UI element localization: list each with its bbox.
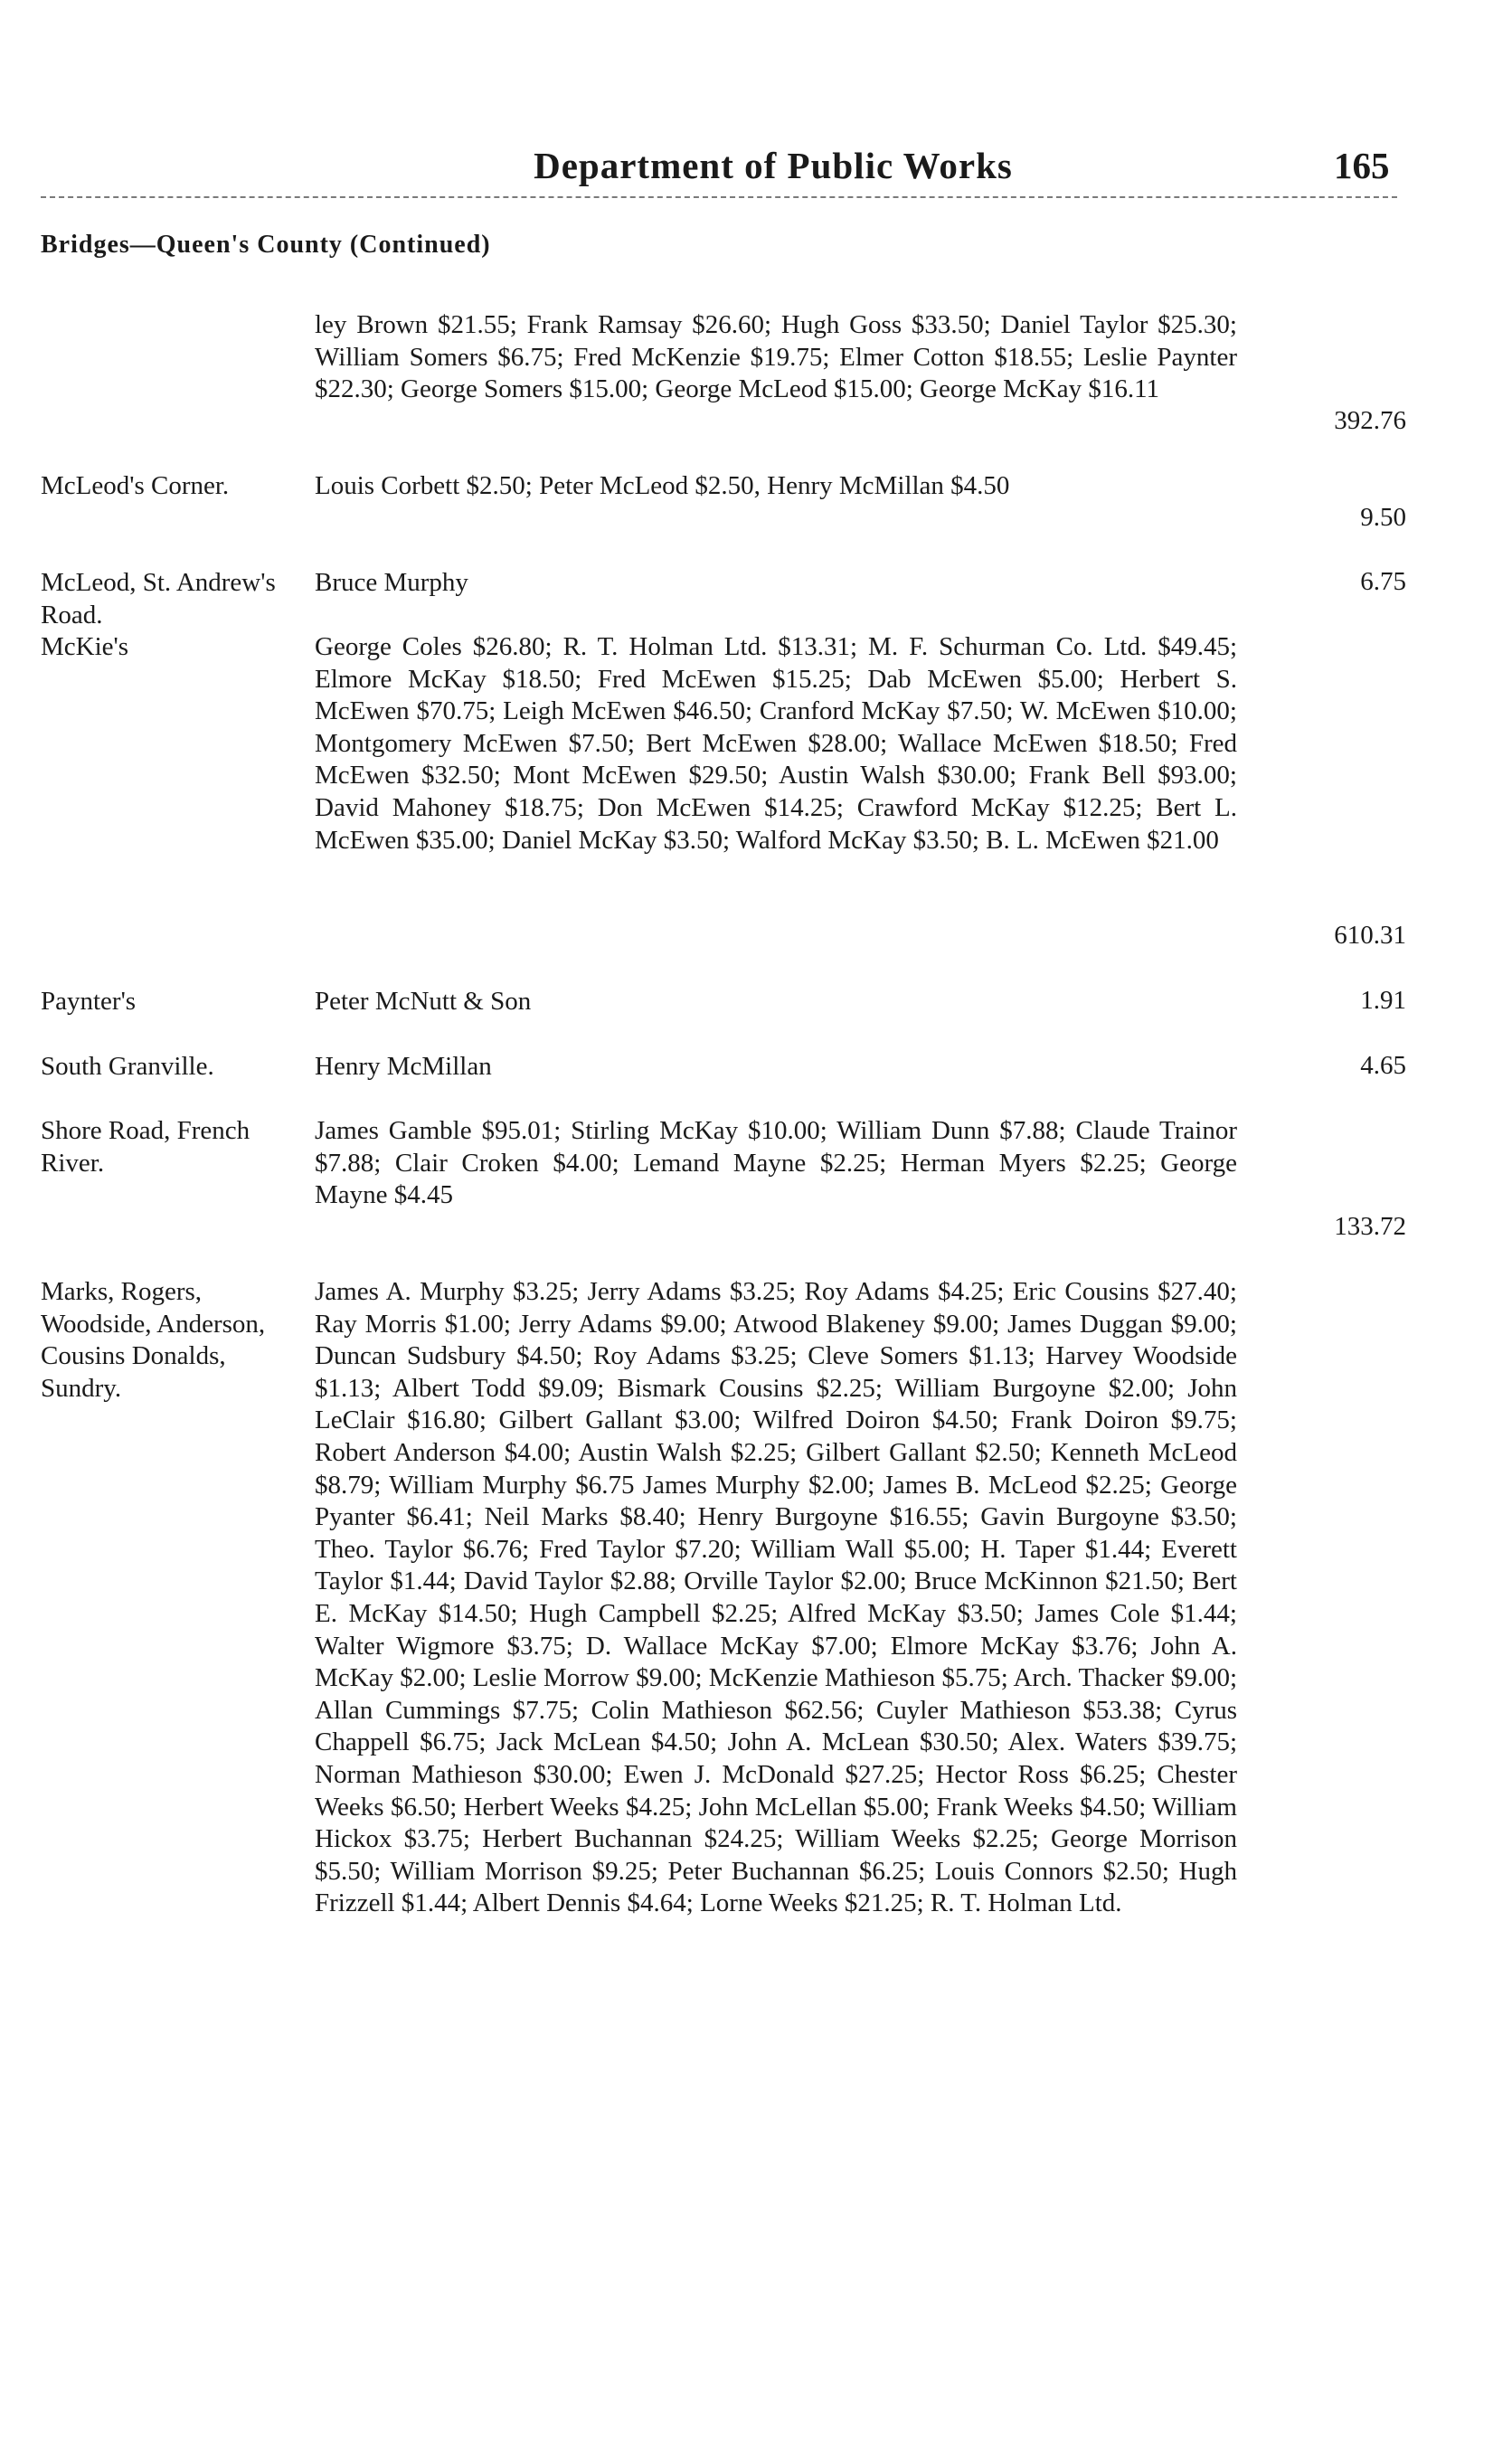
entry-amount: 1.91 xyxy=(1360,986,1406,1015)
entry-text: Henry McMillan xyxy=(315,1052,492,1081)
page-header xyxy=(41,140,1397,204)
entry-text: Bruce Murphy xyxy=(315,568,468,597)
entry-place: McLeod, St. Andrew's Road. xyxy=(41,568,276,629)
page-number: 165 xyxy=(1334,145,1390,186)
entry-amount: 6.75 xyxy=(1360,567,1406,596)
section-heading: Bridges—Queen's County (Continued) xyxy=(41,231,491,259)
entry-amount: 392.76 xyxy=(1334,406,1406,435)
entry-place: McKie's xyxy=(41,632,129,661)
entry-place: Paynter's xyxy=(41,987,137,1016)
entry-amount: 610.31 xyxy=(1334,921,1406,950)
entry-text: James Gamble $95.01; Stirling McKay $10.00; William Dunn $7.88; Claude Trainor $7.88; Clair Croken $4.00; Lemand Mayne $2.25; Herman Myers $2.25; George Mayne $4.45 xyxy=(315,1116,1237,1210)
entry-place: Marks, Rogers, Woodside, Anderson, Cousins Donalds, Sundry. xyxy=(41,1277,266,1403)
entry-text: James A. Murphy $3.25; Jerry Adams $3.25; Roy Adams $4.25; Eric Cousins $27.40; Ray Morris $1.00; Jerry Adams $9.00; Atwood Blakeney $9.00; James Duggan $9.00; Duncan Sudsbury $4.50; Roy Adams $3.25; Cleve Somers $1.13; Harvey Woodside $1.13; Albert Todd $9.09; Bismark Cousins $2.25; William Burgoyne $2.00; John LeClair $16.80; Gilbert Gallant $3.00; Wilfred Doiron $4.50; Frank Doiron $9.75; Robert Anderson $4.00; Austin Walsh $2.25; Gilbert Gallant $2.50; Kenneth McLeod $8.79; William Murphy $6.75 James Murphy $2.00; James B. McLeod $2.25; George Pyanter $6.41; Neil Marks $8.40; Henry Burgoyne $16.55; Gavin Burgoyne $3.50; Theo. Taylor $6.76; Fred Taylor $7.20; William Wall $5.00; H. Taper $1.44; Everett Taylor $1.44; David Taylor $2.88; Orville Taylor $2.00; Bruce McKinnon $21.50; Bert E. McKay $14.50; Hugh Campbell $2.25; Alfred McKay $3.50; James Cole $1.44; Walter Wigmore $3.75; D. Wallace McKay $7.00; Elmore McKay $3.76; John A. McKay $2.00; Leslie Morrow $9.00; McKenzie Mathieson $5.75; Arch. Thacker $9.00; Allan Cummings $7.75; Colin Mathieson $62.56; Cuyler Mathieson $53.38; Cyrus Chappell $6.75; Jack McLean $4.50; John A. McLean $30.50; Alex. Waters $39.75; Norman Mathieson $30.00; Ewen J. McDonald $27.25; Hector Ross $6.25; Chester Weeks $6.50; Herbert Weeks $4.25; John McLellan $5.00; Frank Weeks $4.50; William Hickox $3.75; Herbert Buchannan $24.25; William Weeks $2.25; George Morrison $5.50; William Morrison $9.25; Peter Buchannan $6.25; Louis Connors $2.50; Hugh Frizzell $1.44; Albert Dennis $4.64; Lorne Weeks $21.25; R. T. Holman Ltd. xyxy=(315,1277,1237,1918)
header-rule xyxy=(41,196,1397,198)
entry-text: Peter McNutt & Son xyxy=(315,987,532,1016)
entry-amount: 9.50 xyxy=(1360,503,1406,532)
entry-place: McLeod's Corner. xyxy=(41,471,230,500)
entry-text: George Coles $26.80; R. T. Holman Ltd. $13.31; M. F. Schurman Co. Ltd. $49.45; Elmore McKay $18.50; Fred McEwen $15.25; Dab McEwen $5.00; Herbert S. McEwen $70.75; Leigh McEwen $46.50; Cranford McKay $7.50; W. McEwen $10.00; Montgomery McEwen $7.50; Bert McEwen $28.00; Wallace McEwen $18.50; Fred McEwen $32.50; Mont McEwen $29.50; Austin Walsh $30.00; Frank Bell $93.00; David Mahoney $18.75; Don McEwen $14.25; Crawford McKay $12.25; Bert L. McEwen $35.00; Daniel McKay $3.50; Walford McKay $3.50; B. L. McEwen $21.00 xyxy=(315,632,1237,855)
page-title: Department of Public Works xyxy=(534,145,1013,186)
entry-amount: 133.72 xyxy=(1334,1212,1406,1241)
entry-text: ley Brown $21.55; Frank Ramsay $26.60; Hugh Goss $33.50; Daniel Taylor $25.30; William Somers $6.75; Fred McKenzie $19.75; Elmer Cotton $18.55; Leslie Paynter $22.30; George Somers $15.00; George McLeod $15.00; George McKay $16.11 xyxy=(315,310,1237,404)
entry-place: Shore Road, French River. xyxy=(41,1116,250,1178)
entry-text: Louis Corbett $2.50; Peter McLeod $2.50, Henry McMillan $4.50 xyxy=(315,471,1010,500)
entry-place: South Granville. xyxy=(41,1052,214,1081)
entry-amount: 4.65 xyxy=(1360,1051,1406,1080)
